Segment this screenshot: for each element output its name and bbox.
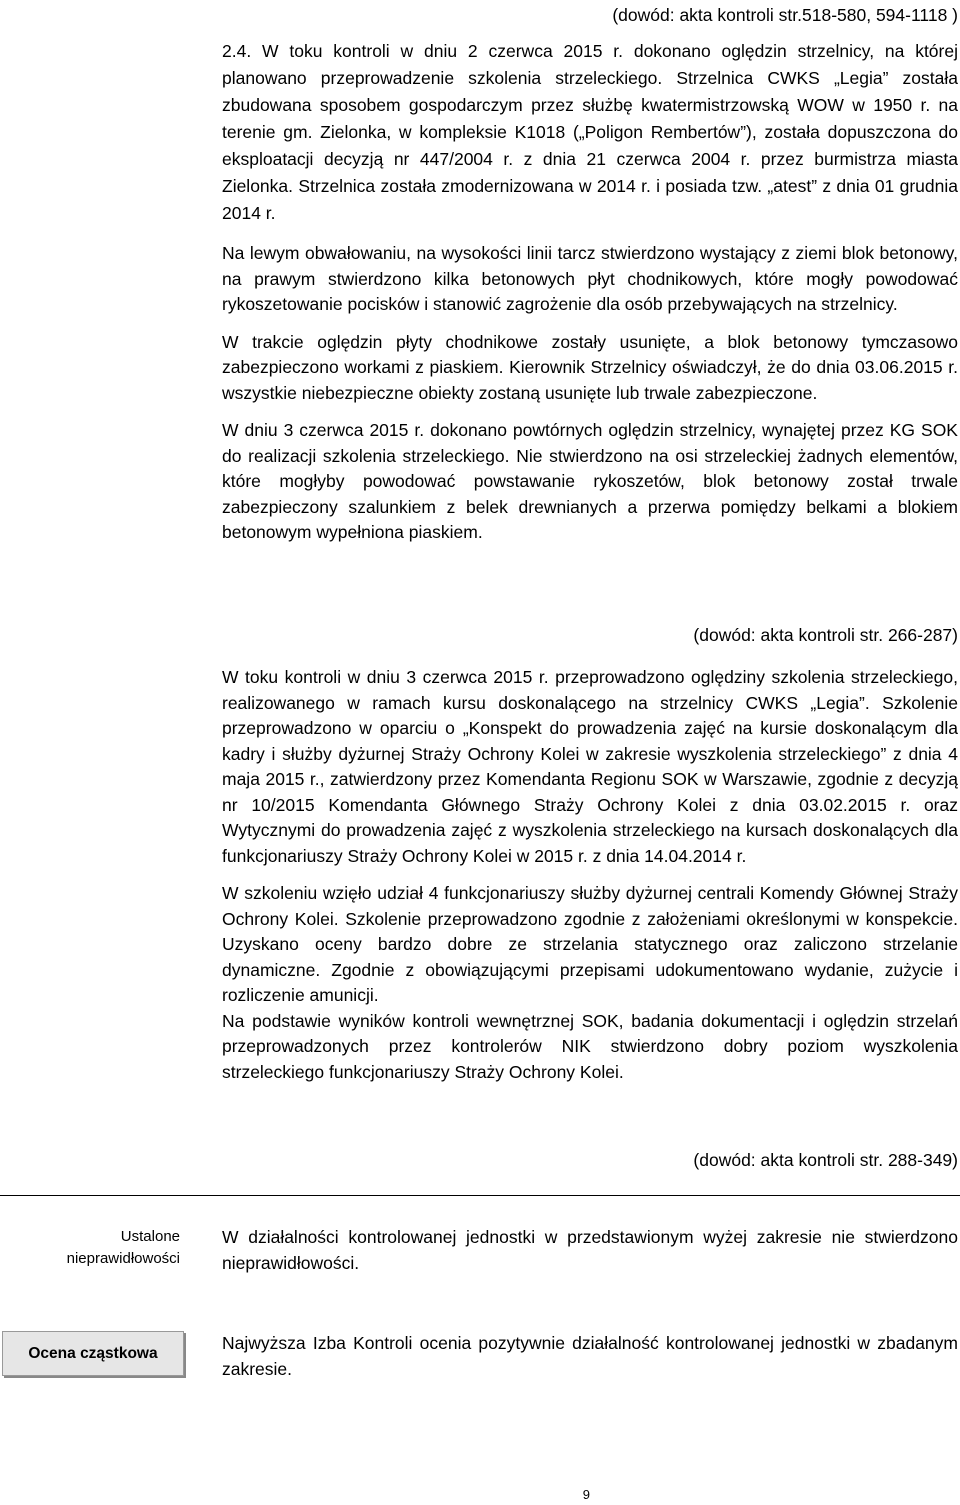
- irregularities-text: W działalności kontrolowanej jednostki w przedstawionym wyżej zakresie nie stwierdzono nieprawidłowości.: [222, 1227, 958, 1273]
- evidence-reference-1: (dowód: akta kontroli str. 266-287): [693, 625, 958, 645]
- paragraph-range-description: 2.4. W toku kontroli w dniu 2 czerwca 2015 r. dokonano oględzin strzelnicy, na której planowano przeprowadzenie szkolenia strzeleckiego. Strzelnica CWKS „Legia” została zbudowana sposobem gospodarczym przez służbę kwatermistrzowską WOW w 1950 r. na terenie gm. Zielonka, w kompleksie K1018 („Poligon Rembertów”), została dopuszczona do eksploatacji decyzją nr 447/2004 r. z dnia 21 czerwca 2004 r. przez burmistrza miasta Zielonka. Strzelnica została zmodernizowana w 2014 r. i posiada tzw. „atest” z dnia 01 grudnia 2014 r.: [222, 41, 958, 223]
- partial-assessment-label: Ocena cząstkowa: [28, 1344, 158, 1362]
- irregularities-label: Ustalone nieprawidłowości: [66, 1228, 180, 1267]
- paragraph-training-inspection: W toku kontroli w dniu 3 czerwca 2015 r. przeprowadzono oględziny szkolenia strzeleckiego, realizowanego w ramach kursu doskonalącego na strzelnicy CWKS „Legia”. Szkolenie przeprowadzono w oparciu o „Konspekt do prowadzenia zajęć na kursie doskonalącym dla kadry i służby dyżurnej Straży Ochrony Kolei w zakresie wyszkolenia strzeleckiego” z dnia 4 maja 2015 r., zatwierdzony przez Komendanta Regionu SOK w Warszawie, zgodnie z decyzją nr 10/2015 Komendanta Głównego Straży Ochrony Kolei z dnia 03.02.2015 r. oraz Wytycznymi do prowadzenia zajęć z wyszkolenia strzeleckiego na kursach doskonalących dla funkcjonariuszy Straży Ochrony Kolei w 2015 r. z dnia 14.04.2014 r.: [222, 667, 958, 866]
- page-number: 9: [582, 1487, 590, 1502]
- section-divider: [0, 1195, 960, 1196]
- evidence-reference-2: (dowód: akta kontroli str. 288-349): [693, 1150, 958, 1170]
- training-inspection-block: [222, 665, 958, 1085]
- section-2-4-block: [222, 38, 958, 546]
- page-number-container: [0, 1487, 960, 1502]
- paragraph-temporary-securing: W trakcie oględzin płyty chodnikowe zostały usunięte, a blok betonowy tymczasowo zabezpieczono workami z piaskiem. Kierownik Strzelnicy oświadczył, że do dnia 03.06.2015 r. wszystkie niebezpieczne obiekty zostaną usunięte lub trwale zabezpieczone.: [222, 331, 958, 403]
- evidence-reference-top: (dowód: akta kontroli str.518-580, 594-1118 ): [612, 5, 958, 25]
- partial-assessment-text: Najwyższa Izba Kontroli ocenia pozytywnie działalność kontrolowanej jednostki w zbadanym zakresie.: [222, 1333, 958, 1379]
- paragraph-hazard-finding: Na lewym obwałowaniu, na wysokości linii tarcz stwierdzono wystający z ziemi blok betonowy, na prawym stwierdzono kilka betonowych płyt chodnikowych, które mogły powodować rykoszetowanie pocisków i stanowić zagrożenie dla osób przebywających na strzelnicy.: [222, 243, 958, 314]
- paragraph-training-conclusion: Na podstawie wyników kontroli wewnętrznej SOK, badania dokumentacji i oględzin strzelań przeprowadzonych przez kontrolerów NIK stwierdzono dobry poziom wyszkolenia strzeleckiego funkcjonariuszy Straży Ochrony Kolei.: [222, 1010, 958, 1082]
- paragraph-training-participants: W szkoleniu wzięło udział 4 funkcjonariuszy służby dyżurnej centrali Komendy Głównej Straży Ochrony Kolei. Szkolenie przeprowadzono zgodnie z założeniami określonymi w konspekcie. Uzyskano oceny bardzo dobre ze strzelania statycznego oraz zaliczono strzelanie dynamiczne. Zgodnie z obowiązującymi przepisami udokumentowano wydanie, zużycie i rozliczenie amunicji.: [222, 883, 958, 1005]
- partial-assessment-label-box: [2, 1331, 184, 1376]
- paragraph-reinspection: W dniu 3 czerwca 2015 r. dokonano powtórnych oględzin strzelnicy, wynajętej przez KG SOK do realizacji szkolenia strzeleckiego. Nie stwierdzono na osi strzeleckiej żadnych elementów, które mogłyby powodować powstawanie rykoszetów, blok betonowy został trwale zabezpieczony szalunkiem z belek drewnianych a przerwa pomiędzy belkami a blokiem betonowym wypełniona piaskiem.: [222, 420, 958, 542]
